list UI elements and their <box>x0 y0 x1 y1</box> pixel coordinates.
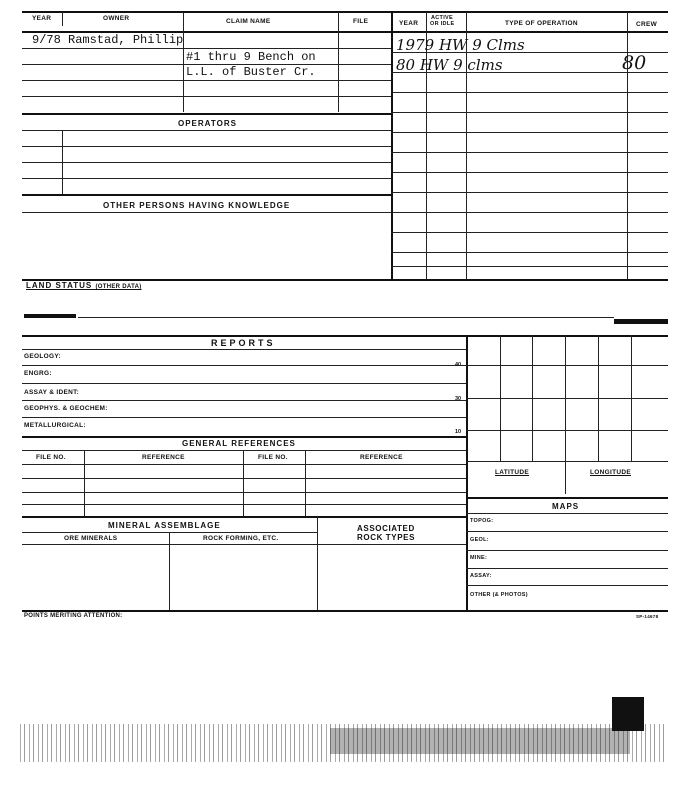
report-geophys: GEOPHYS. & GEOCHEM: <box>24 405 108 412</box>
genref-bottom <box>22 516 466 518</box>
right-row-line <box>391 72 668 73</box>
maps-top <box>466 497 668 499</box>
entry-claim-line2: L.L. of Buster Cr. <box>186 65 316 79</box>
col-sep <box>62 12 63 26</box>
genref-reference-2: REFERENCE <box>360 454 403 461</box>
operator-line <box>22 146 391 147</box>
scan-mark-square <box>612 697 644 731</box>
maps-line <box>466 531 668 532</box>
genref-col <box>243 450 244 516</box>
report-num: 40 <box>455 362 462 368</box>
ore-minerals-label: ORE MINERALS <box>64 535 118 542</box>
redaction-bar <box>614 319 668 324</box>
row-line <box>22 64 391 65</box>
operator-line <box>22 178 391 179</box>
idle-header: OR IDLE <box>430 21 455 27</box>
reports-line <box>22 417 466 418</box>
col-sep <box>183 12 184 112</box>
right-row-line <box>391 92 668 93</box>
report-geology: GEOLOGY: <box>24 353 61 360</box>
entry-date-owner: 9/78 Ramstad, Phillip <box>32 33 184 47</box>
owner-header: OWNER <box>103 15 130 22</box>
row-line <box>22 113 391 115</box>
mineral-line <box>22 544 466 545</box>
reports-line <box>22 383 466 384</box>
reports-line <box>22 400 466 401</box>
mineral-divider <box>317 516 318 610</box>
genref-line <box>22 464 466 465</box>
genref-line <box>22 492 466 493</box>
operator-col <box>62 130 63 194</box>
other-persons-heading: OTHER PERSONS HAVING KNOWLEDGE <box>103 201 291 210</box>
operators-heading: OPERATORS <box>178 119 237 128</box>
genref-fileno-1: FILE NO. <box>36 454 66 461</box>
longitude-label: LONGITUDE <box>590 469 631 476</box>
reports-line <box>22 436 466 438</box>
right-row-line <box>391 132 668 133</box>
maps-line <box>466 513 668 514</box>
reports-top <box>22 335 668 337</box>
assoc-rock-line2: ROCK TYPES <box>357 533 416 542</box>
scan-smudge <box>330 728 630 754</box>
report-num: 30 <box>455 396 462 402</box>
grid-row <box>466 461 668 462</box>
right-row-line <box>391 52 668 53</box>
report-assay: ASSAY & IDENT: <box>24 389 80 396</box>
mineral-assemblage-heading: MINERAL ASSEMBLAGE <box>108 521 221 530</box>
land-status-line <box>78 317 614 318</box>
maps-line <box>466 568 668 569</box>
operator-line <box>22 162 391 163</box>
maps-heading: MAPS <box>552 502 580 511</box>
genref-line <box>22 504 466 505</box>
genref-fileno-2: FILE NO. <box>258 454 288 461</box>
right-row-line <box>391 172 668 173</box>
active-header: ACTIVE <box>431 15 453 21</box>
reports-line <box>22 365 466 366</box>
entry-claim-line1: #1 thru 9 Bench on <box>186 50 316 64</box>
rock-forming-label: ROCK FORMING, ETC. <box>203 535 279 542</box>
maps-line <box>466 550 668 551</box>
other-persons-line <box>22 212 391 213</box>
row-line <box>22 80 391 81</box>
genref-col <box>84 450 85 516</box>
map-assay: ASSAY: <box>470 573 492 579</box>
genref-reference-1: REFERENCE <box>142 454 185 461</box>
row-line <box>22 96 391 97</box>
general-references-heading: GENERAL REFERENCES <box>182 439 296 448</box>
map-geol: GEOL: <box>470 537 489 543</box>
type-operation-header: TYPE OF OPERATION <box>505 20 578 27</box>
grid-row <box>466 430 668 431</box>
mineral-col <box>169 532 170 610</box>
year-header: YEAR <box>32 15 52 22</box>
map-topog: TOPOG: <box>470 518 494 524</box>
grid-row <box>466 398 668 399</box>
report-engrg: ENGRG: <box>24 370 52 377</box>
map-other: OTHER (& PHOTOS) <box>470 592 528 598</box>
maps-line <box>466 585 668 586</box>
right-row-line <box>391 152 668 153</box>
claim-name-header: CLAIM NAME <box>226 18 271 25</box>
right-row-line <box>391 252 668 253</box>
right-row-line <box>391 232 668 233</box>
handwritten-crew: 80 <box>622 52 647 74</box>
right-row-line <box>391 112 668 113</box>
top-border <box>22 11 668 13</box>
operator-line <box>22 130 391 131</box>
land-status-heading <box>26 281 142 290</box>
reports-line <box>22 349 466 350</box>
redaction-bar <box>24 314 76 318</box>
coord-divider <box>565 462 566 494</box>
genref-col <box>305 450 306 516</box>
report-num: 10 <box>455 429 462 435</box>
right-row-line <box>391 212 668 213</box>
col-sep <box>338 12 339 112</box>
map-mine: MINE: <box>470 555 488 561</box>
handwritten-row1: 1979 HW 9 Clms <box>396 36 525 54</box>
crew-header: CREW <box>636 21 658 28</box>
reports-heading: REPORTS <box>211 338 276 348</box>
form-number: SP-14678 <box>636 614 659 619</box>
genref-line <box>22 450 466 451</box>
genref-line <box>22 478 466 479</box>
operator-line <box>22 194 391 196</box>
land-status-label: LAND STATUS <box>26 281 93 290</box>
year2-header: YEAR <box>399 20 419 27</box>
handwritten-row2: 80 HW 9 clms <box>396 56 503 74</box>
form-bottom <box>22 610 668 612</box>
latitude-label: LATITUDE <box>495 469 530 476</box>
report-metallurgical: METALLURGICAL: <box>24 422 86 429</box>
row-line <box>22 48 391 49</box>
points-meriting-label: POINTS MERITING ATTENTION: <box>24 613 123 619</box>
right-row-line <box>391 266 668 267</box>
assoc-rock-line1: ASSOCIATED <box>357 524 415 533</box>
grid-row <box>466 365 668 366</box>
right-row-line <box>391 192 668 193</box>
land-status-sub: (OTHER DATA) <box>95 284 142 290</box>
file-header: FILE <box>353 18 369 25</box>
